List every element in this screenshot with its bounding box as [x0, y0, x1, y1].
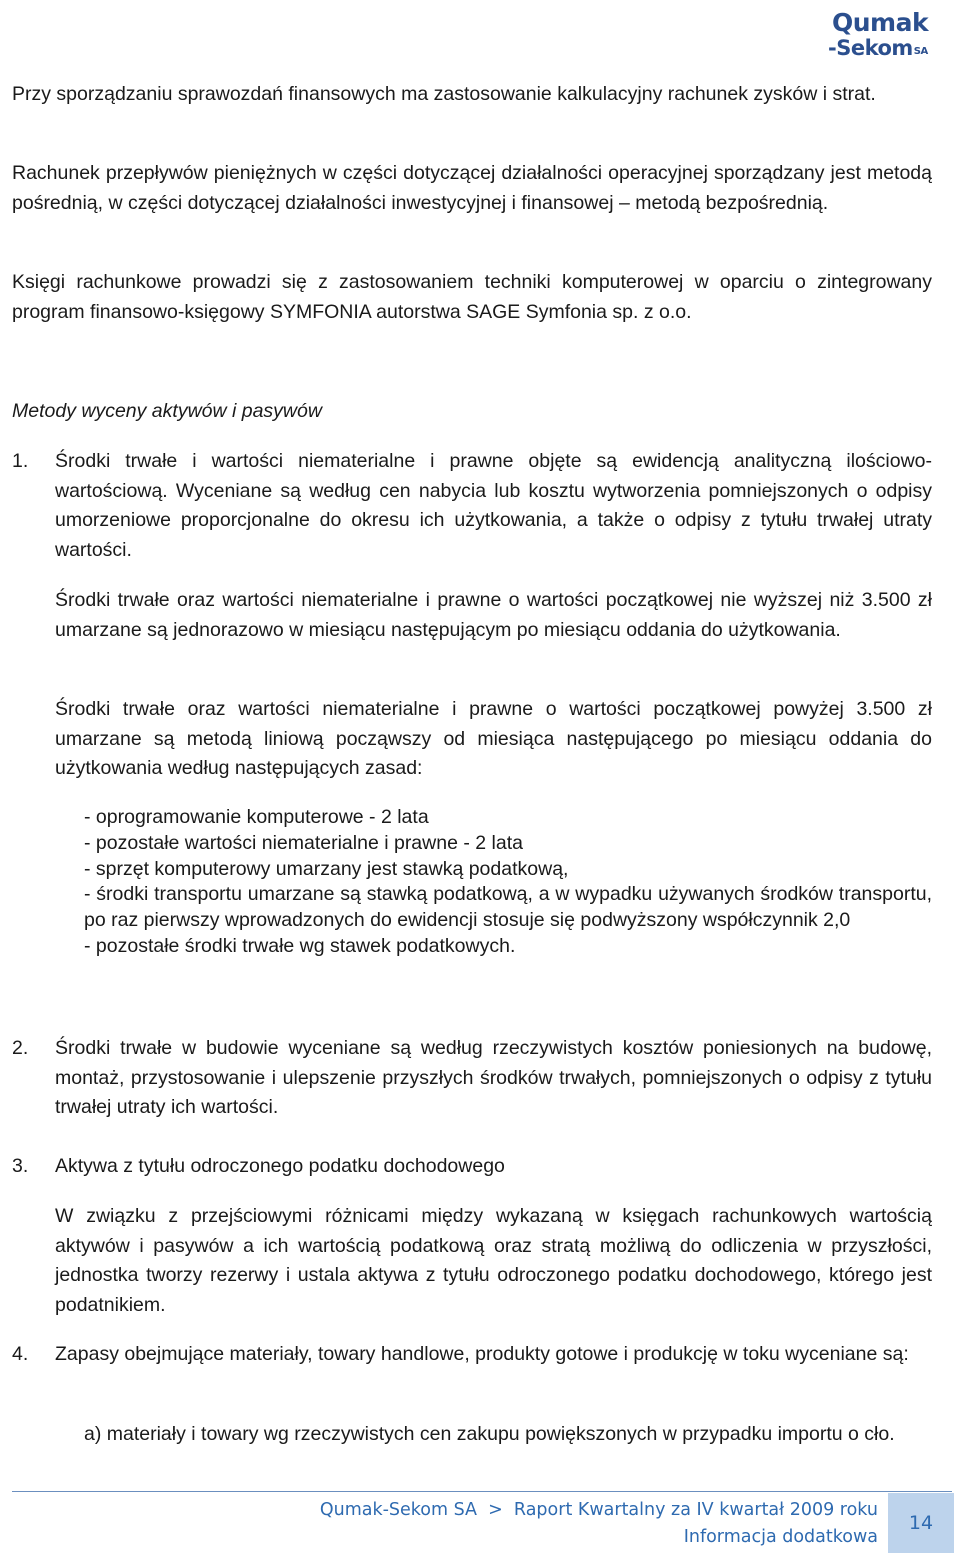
footer-text	[320, 1497, 878, 1551]
logo-line1: Qumak	[832, 8, 929, 37]
item-1-number: 1.	[12, 450, 29, 472]
list-item: - pozostałe wartości niematerialne i prawne - 2 lata	[84, 831, 523, 854]
item-4-sub-a: a) materiały i towary wg rzeczywistych cen zakupu powiększonych w przypadku importu o cło.	[84, 1423, 895, 1445]
depreciation-list	[84, 805, 932, 960]
list-item: - oprogramowanie komputerowe - 2 lata	[84, 806, 429, 828]
logo-line2	[828, 36, 928, 60]
paragraph-income-statement: Przy sporządzaniu sprawozdań finansowych ma zastosowanie kalkulacyjny rachunek zysków i strat.	[12, 83, 876, 105]
item-1-paragraph-1: Środki trwałe i wartości niematerialne i prawne objęte są ewidencją analityczną ilościowo-wartościową. Wyceniane są według cen nabycia lub kosztu wytworzenia pomniejszonych o odpisy umorzeniowe proporcjonalne do okresu ich użytkowania, a także o odpisy z tytułu trwałej utraty wartości.	[55, 450, 932, 561]
item-1-paragraph-2: Środki trwałe oraz wartości niematerialne i prawne o wartości początkowej nie wyższej niż 3.500 zł umarzane są jednorazowo w miesiącu następującym po miesiącu oddania do użytkowania.	[55, 589, 932, 641]
company-logo	[828, 8, 956, 64]
paragraph-cash-flow: Rachunek przepływów pieniężnych w części dotyczącej działalności operacyjnej sporządzany jest metodą pośrednią, w części dotyczącej działalności inwestycyjnej i finansowej – metodą bezpośrednią.	[12, 162, 932, 214]
list-item: - środki transportu umarzane są stawką podatkową, a w wypadku używanych środków transportu, po raz pierwszy wprowadzonych do ewidencji stosuje się podwyższony współczynnik 2,0	[84, 883, 932, 932]
item-3-paragraph: W związku z przejściowymi różnicami między wykazaną w księgach rachunkowych wartością aktywów i pasywów a ich wartością podatkową oraz stratą możliwą do odliczenia w przyszłości, jednostka tworzy rezerwy i ustala aktywa z tytułu odroczonego podatku dochodowego, którego jest podatnikiem.	[55, 1205, 932, 1316]
list-item: - pozostałe środki trwałe wg stawek podatkowych.	[84, 934, 516, 957]
footer-section-title: Informacja dodatkowa	[683, 1527, 878, 1547]
item-3-title: Aktywa z tytułu odroczonego podatku dochodowego	[55, 1155, 505, 1177]
section-heading: Metody wyceny aktywów i pasywów	[12, 400, 322, 422]
item-1-paragraph-3: Środki trwałe oraz wartości niematerialne i prawne o wartości początkowej powyżej 3.500 zł umarzane są metodą liniową począwszy od miesiąca następującego po miesiącu oddania do użytkowania według następujących zasad:	[55, 698, 932, 780]
item-2-paragraph: Środki trwałe w budowie wyceniane są według rzeczywistych kosztów poniesionych na budowę, montaż, przystosowanie i ulepszenie przyszłych środków trwałych, pomniejszonych o odpisy z tytułu trwałej utraty ich wartości.	[55, 1037, 932, 1119]
item-4-number: 4.	[12, 1343, 29, 1365]
footer-report-title: Qumak-Sekom SA > Raport Kwartalny za IV kwartał 2009 roku	[319, 1500, 878, 1520]
logo-suffix: SA	[913, 46, 928, 57]
item-3-number: 3.	[12, 1155, 29, 1177]
paragraph-accounting-books: Księgi rachunkowe prowadzi się z zastosowaniem techniki komputerowej w oparciu o zintegrowany program finansowo-księgowy SYMFONIA autorstwa SAGE Symfonia sp. z o.o.	[12, 271, 932, 323]
item-4-paragraph: Zapasy obejmujące materiały, towary handlowe, produkty gotowe i produkcję w toku wyceniane są:	[55, 1343, 909, 1365]
page-number: 14	[888, 1493, 954, 1553]
item-2-number: 2.	[12, 1037, 29, 1059]
footer-divider	[12, 1491, 952, 1492]
list-item: - sprzęt komputerowy umarzany jest stawką podatkową,	[84, 857, 569, 880]
logo-line2-text: -Sekom	[828, 36, 913, 60]
